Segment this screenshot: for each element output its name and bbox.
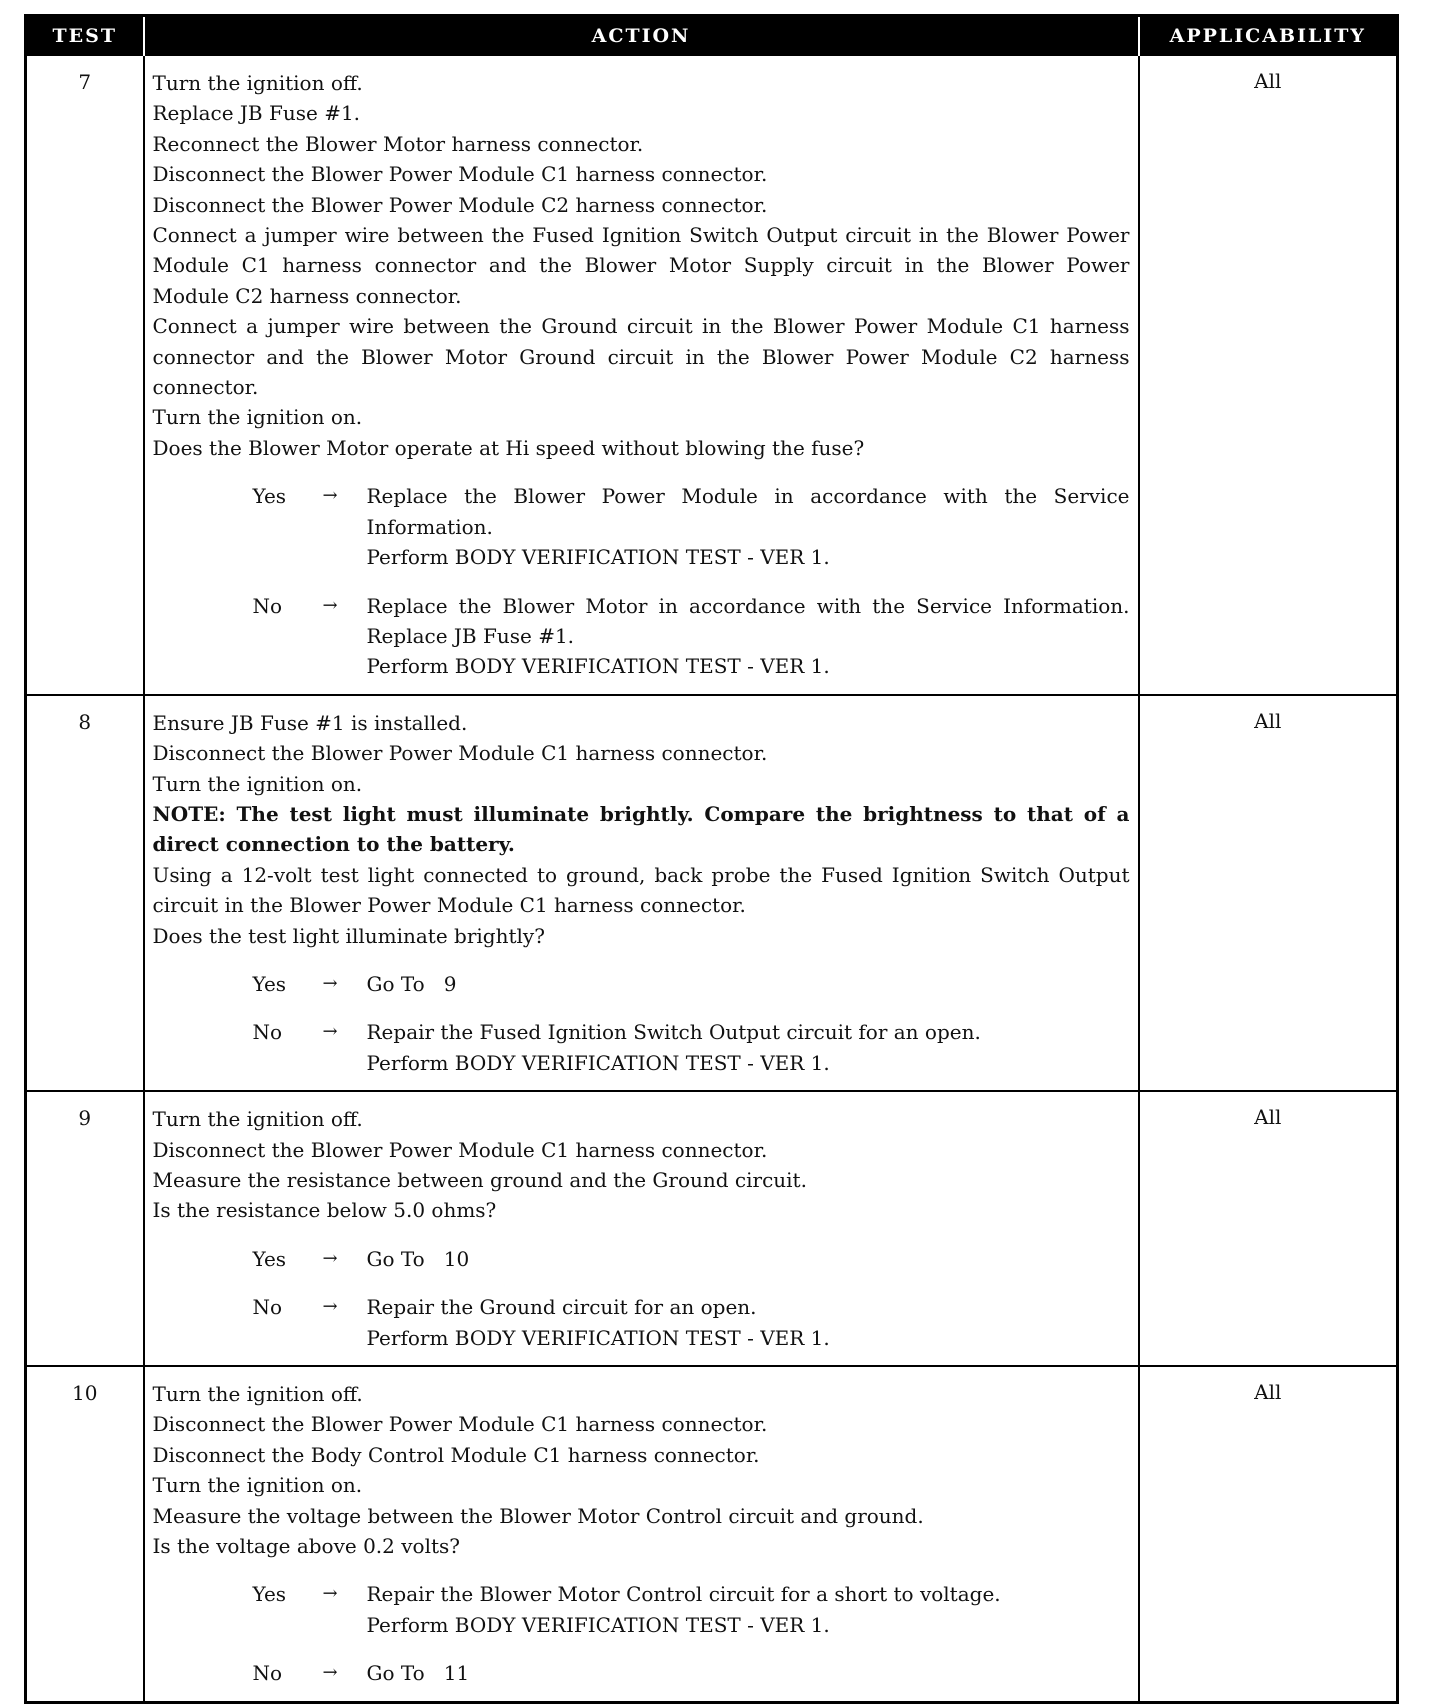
arrow-icon: → <box>322 972 338 994</box>
step: Turn the ignition off. <box>152 1382 363 1407</box>
step: Turn the ignition off. <box>152 1107 363 1132</box>
result-line: Repair the Ground circuit for an open. <box>366 1295 757 1320</box>
arrow-icon: → <box>322 485 338 507</box>
test-number: 7 <box>26 55 144 695</box>
step: Disconnect the Body Control Module C1 harness connector. <box>152 1442 760 1467</box>
arrow-icon: → <box>322 594 338 616</box>
note: NOTE: The test light must illuminate brightly. Compare the brightness to that of a direct connection to the battery. <box>152 801 1130 857</box>
result-no <box>153 1292 1130 1353</box>
arrow-icon: → <box>322 1662 338 1684</box>
result-no <box>153 1017 1130 1078</box>
applicability: All <box>1139 55 1398 695</box>
result-line: Perform BODY VERIFICATION TEST - VER 1. <box>366 1612 830 1637</box>
results <box>153 1244 1130 1353</box>
result-line: Repair the Fused Ignition Switch Output circuit for an open. <box>366 1020 981 1045</box>
result-line: Replace the Blower Motor in accordance with the Service Information. Replace JB Fuse #1. <box>366 593 1130 648</box>
step: Reconnect the Blower Motor harness connector. <box>152 131 644 156</box>
step: Connect a jumper wire between the Ground circuit in the Blower Power Module C1 harness connector and the Blower Motor Ground circuit in the Blower Power Module C2 harness connector. <box>152 314 1130 400</box>
result-line: Perform BODY VERIFICATION TEST - VER 1. <box>366 545 830 570</box>
result-line: Perform BODY VERIFICATION TEST - VER 1. <box>366 1325 830 1350</box>
question: Is the resistance below 5.0 ohms? <box>152 1198 497 1223</box>
action-cell <box>144 55 1139 695</box>
step: Turn the ignition off. <box>152 71 363 95</box>
result-line: Go To 9 <box>366 971 457 996</box>
header-applicability: APPLICABILITY <box>1139 16 1398 56</box>
result-no <box>153 1658 1130 1688</box>
step: Connect a jumper wire between the Fused Ignition Switch Output circuit in the Blower Power Module C1 harness connector and the Blower Motor Supply circuit in the Blower Power Module C2 harness connector. <box>152 223 1130 308</box>
no-label: No <box>252 1020 283 1045</box>
step: Turn the ignition on. <box>152 405 363 430</box>
diagnostic-page <box>24 14 1396 1704</box>
arrow-icon: → <box>322 1583 338 1605</box>
result-line: Repair the Blower Motor Control circuit for a short to voltage. <box>366 1582 1001 1607</box>
action-cell <box>144 1366 1139 1702</box>
step: Replace JB Fuse #1. <box>152 101 361 126</box>
test-number: 10 <box>26 1366 144 1702</box>
yes-label: Yes <box>252 1246 287 1271</box>
step: Disconnect the Blower Power Module C2 harness connector. <box>152 192 768 217</box>
result-line: Perform BODY VERIFICATION TEST - VER 1. <box>366 654 830 679</box>
result-line: Replace the Blower Power Module in accordance with the Service Information. <box>366 484 1130 539</box>
test-row-7 <box>26 55 1398 695</box>
result-line: Go To 11 <box>366 1661 470 1686</box>
test-number: 9 <box>26 1091 144 1366</box>
question: Does the Blower Motor operate at Hi speed without blowing the fuse? <box>152 435 865 460</box>
no-label: No <box>252 1295 283 1320</box>
step: Turn the ignition on. <box>152 771 363 796</box>
results <box>153 969 1130 1078</box>
arrow-icon: → <box>322 1247 338 1269</box>
yes-label: Yes <box>252 484 287 509</box>
no-label: No <box>252 593 283 618</box>
applicability: All <box>1139 695 1398 1091</box>
test-row-9 <box>26 1091 1398 1366</box>
yes-label: Yes <box>252 1582 287 1607</box>
step: Disconnect the Blower Power Module C1 harness connector. <box>152 162 768 187</box>
result-line: Perform BODY VERIFICATION TEST - VER 1. <box>366 1050 830 1075</box>
header-action: ACTION <box>144 16 1139 56</box>
table-header-row <box>26 16 1398 56</box>
diagnostic-table <box>24 14 1399 1704</box>
action-cell <box>144 1091 1139 1366</box>
question: Is the voltage above 0.2 volts? <box>152 1534 461 1559</box>
arrow-icon: → <box>322 1296 338 1318</box>
question: Does the test light illuminate brightly? <box>152 923 545 948</box>
header-test: TEST <box>26 16 144 56</box>
arrow-icon: → <box>322 1021 338 1043</box>
step: Disconnect the Blower Power Module C1 harness connector. <box>152 1137 768 1162</box>
step: Disconnect the Blower Power Module C1 harness connector. <box>152 741 768 766</box>
result-no <box>153 591 1130 682</box>
step: Disconnect the Blower Power Module C1 harness connector. <box>152 1412 768 1437</box>
action-cell <box>144 695 1139 1091</box>
step: Measure the resistance between ground and the Ground circuit. <box>152 1168 807 1192</box>
no-label: No <box>252 1661 283 1686</box>
result-line: Go To 10 <box>366 1246 470 1271</box>
step: Ensure JB Fuse #1 is installed. <box>152 710 468 735</box>
test-number: 8 <box>26 695 144 1091</box>
test-row-8 <box>26 695 1398 1091</box>
step: Turn the ignition on. <box>152 1473 363 1498</box>
results <box>153 481 1130 681</box>
applicability: All <box>1139 1091 1398 1366</box>
test-row-10 <box>26 1366 1398 1702</box>
result-yes <box>153 1579 1130 1640</box>
yes-label: Yes <box>252 971 287 996</box>
result-yes <box>153 481 1130 572</box>
result-yes <box>153 1244 1130 1274</box>
results <box>153 1579 1130 1688</box>
applicability: All <box>1139 1366 1398 1702</box>
step: Using a 12-volt test light connected to ground, back probe the Fused Ignition Switch Output circuit in the Blower Power Module C1 harness connector. <box>152 862 1130 918</box>
result-yes <box>153 969 1130 999</box>
step: Measure the voltage between the Blower Motor Control circuit and ground. <box>152 1503 924 1528</box>
